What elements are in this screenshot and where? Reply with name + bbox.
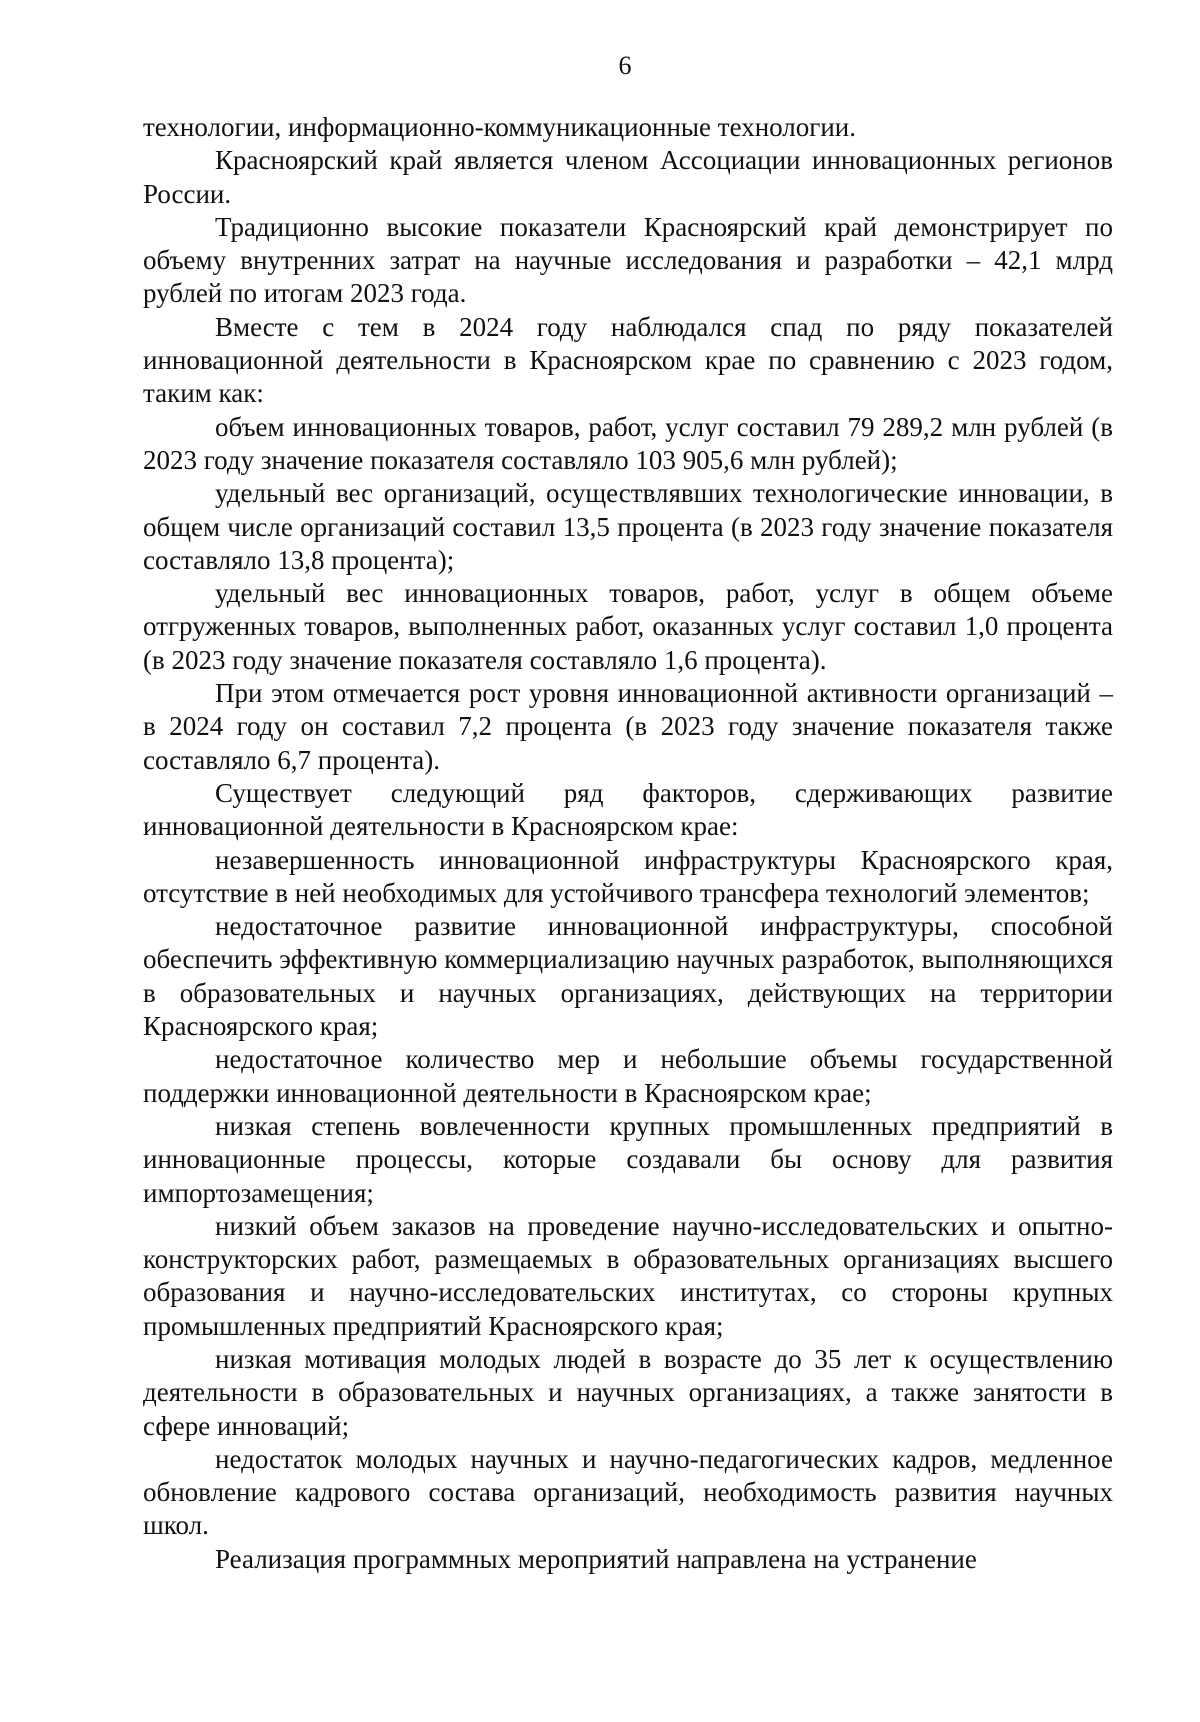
paragraph: низкая мотивация молодых людей в возрасте до 35 лет к осуществлению деятельности в образовательных и научных организациях, а также занятости в сфере инноваций;: [143, 1343, 1113, 1441]
paragraph: объем инновационных товаров, работ, услуг составил 79 289,2 млн рублей (в 2023 году значение показателя составляло 103 905,6 млн рублей);: [143, 411, 1113, 475]
paragraph: технологии, информационно-коммуникационные технологии.: [143, 112, 857, 142]
paragraph: недостаточное количество мер и небольшие объемы государственной поддержки инновационной деятельности в Красноярском крае;: [143, 1044, 1113, 1108]
paragraph: незавершенность инновационной инфраструктуры Красноярского края, отсутствие в ней необходимых для устойчивого трансфера технологий элементов;: [143, 844, 1113, 908]
paragraph: недостаток молодых научных и научно-педагогических кадров, медленное обновление кадрового состава организаций, необходимость развития научных школ.: [143, 1443, 1113, 1541]
paragraph: удельный вес организаций, осуществлявших технологические инновации, в общем числе организаций составил 13,5 процента (в 2023 году значение показателя составляло 13,8 процента);: [143, 478, 1113, 575]
paragraph: При этом отмечается рост уровня инновационной активности организаций – в 2024 году он составил 7,2 процента (в 2023 году значение показателя также составляло 6,7 процента).: [143, 678, 1113, 775]
paragraph: недостаточное развитие инновационной инфраструктуры, способной обеспечить эффективную коммерциализацию научных разработок, выполняющихся в образовательных и научных организациях, действующих на территории Красноярского края;: [143, 911, 1113, 1042]
paragraph: Красноярский край является членом Ассоциации инновационных регионов России.: [143, 145, 1113, 209]
document-body: [143, 111, 1113, 1576]
paragraph: Традиционно высокие показатели Красноярский край демонстрирует по объему внутренних затрат на научные исследования и разработки – 42,1 млрд рублей по итогам 2023 года.: [143, 211, 1113, 309]
page-number: 6: [618, 51, 632, 80]
paragraph: низкая степень вовлеченности крупных промышленных предприятий в инновационные процессы, которые создавали бы основу для развития импортозамещения;: [143, 1110, 1113, 1208]
paragraph: удельный вес инновационных товаров, работ, услуг в общем объеме отгруженных товаров, выполненных работ, оказанных услуг составил 1,0 процента (в 2023 году значение показателя составляло 1,6 процента).: [143, 578, 1113, 675]
paragraph: Существует следующий ряд факторов, сдерживающих развитие инновационной деятельности в Красноярском крае:: [143, 777, 1113, 842]
paragraph: Реализация программных мероприятий направлена на устранение: [215, 1543, 977, 1574]
paragraph: Вместе с тем в 2024 году наблюдался спад по ряду показателей инновационной деятельности в Красноярском крае по сравнению с 2023 годом, таким как:: [143, 311, 1113, 409]
paragraph: низкий объем заказов на проведение научно-исследовательских и опытно-конструкторских работ, размещаемых в образовательных организациях высшего образования и научно-исследовательских институтах, со стороны крупных промышленных предприятий Красноярского края;: [143, 1210, 1113, 1341]
